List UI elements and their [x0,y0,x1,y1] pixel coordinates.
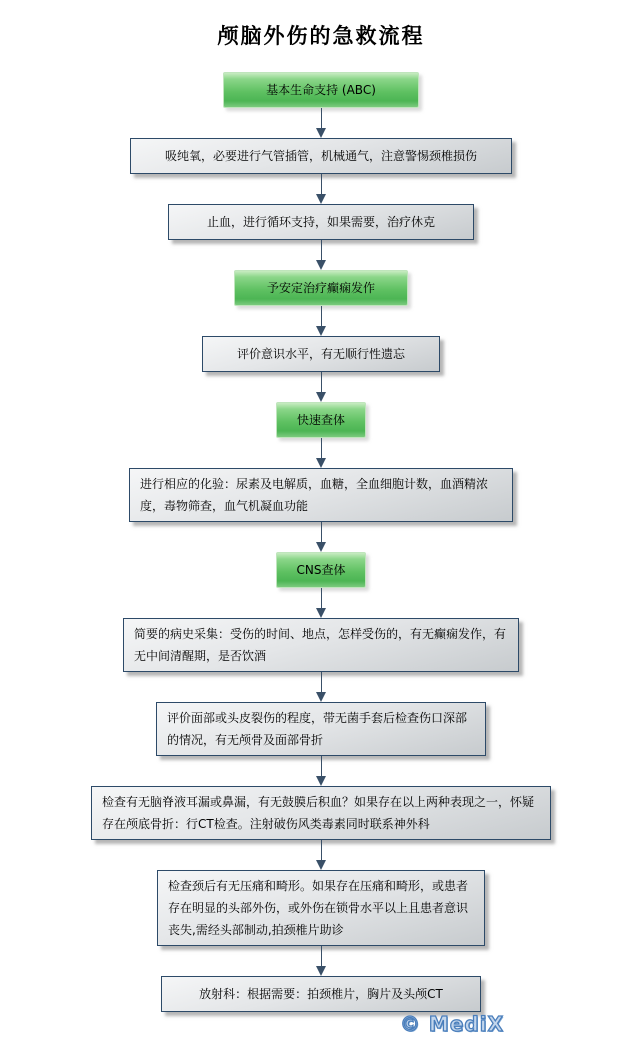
node-hemostasis-circulation: 止血，进行循环支持，如果需要，治疗休克 [168,204,474,240]
node-oxygen-airway: 吸纯氧，必要进行气管插管，机械通气，注意警惕颈椎损伤 [130,138,512,174]
down-arrow [316,946,326,976]
arrow-line [321,372,322,392]
arrow-head-icon [316,260,326,270]
page-title: 颅脑外伤的急救流程 [217,24,425,48]
node-csf-leak-check: 检查有无脑脊液耳漏或鼻漏，有无鼓膜后积血？如果存在以上两种表现之一，怀疑存在颅底骨折：行CT检查。注射破伤风类毒素同时联系神外科 [91,786,551,840]
arrow-line [321,240,322,260]
arrow-head-icon [316,776,326,786]
arrow-line [321,108,322,128]
down-arrow [316,672,326,702]
down-arrow [316,306,326,336]
flowchart [0,72,642,1012]
arrow-line [321,522,322,542]
arrow-line [321,672,322,692]
node-neck-exam: 检查颈后有无压痛和畸形。如果存在压痛和畸形，或患者存在明显的头部外伤，或外伤在锁骨水平以上且患者意识丧失,需经头部制动,拍颈椎片助诊 [157,870,485,946]
node-radiology: 放射科：根据需要：拍颈椎片，胸片及头颅CT [161,976,481,1012]
arrow-line [321,306,322,326]
node-history-taking: 简要的病史采集：受伤的时间、地点，怎样受伤的，有无癫痫发作，有无中间清醒期，是否饮酒 [123,618,519,672]
down-arrow [316,372,326,402]
down-arrow [316,840,326,870]
node-lab-tests: 进行相应的化验：尿素及电解质，血糖，全血细胞计数，血酒精浓度，毒物筛查，血气机凝血功能 [129,468,513,522]
node-rapid-exam: 快速查体 [276,402,366,438]
node-cns-exam: CNS查体 [276,552,366,588]
node-facial-scalp-wounds: 评价面部或头皮裂伤的程度，带无菌手套后检查伤口深部的情况，有无颅骨及面部骨折 [156,702,486,756]
arrow-head-icon [316,966,326,976]
arrow-line [321,438,322,458]
arrow-line [321,588,322,608]
arrow-head-icon [316,128,326,138]
arrow-line [321,946,322,966]
arrow-line [321,756,322,776]
node-consciousness-assessment: 评价意识水平，有无顺行性遗忘 [202,336,440,372]
down-arrow [316,108,326,138]
down-arrow [316,588,326,618]
down-arrow [316,522,326,552]
down-arrow [316,756,326,786]
down-arrow [316,438,326,468]
node-basic-life-support: 基本生命支持 (ABC) [223,72,419,108]
arrow-line [321,840,322,860]
arrow-head-icon [316,194,326,204]
arrow-head-icon [316,458,326,468]
arrow-head-icon [316,392,326,402]
arrow-head-icon [316,542,326,552]
arrow-head-icon [316,692,326,702]
node-diazepam-seizure: 予安定治疗癫痫发作 [234,270,408,306]
arrow-head-icon [316,608,326,618]
arrow-head-icon [316,860,326,870]
arrow-line [321,174,322,194]
down-arrow [316,174,326,204]
copyright-text: © MediX [399,1012,504,1036]
down-arrow [316,240,326,270]
arrow-head-icon [316,326,326,336]
